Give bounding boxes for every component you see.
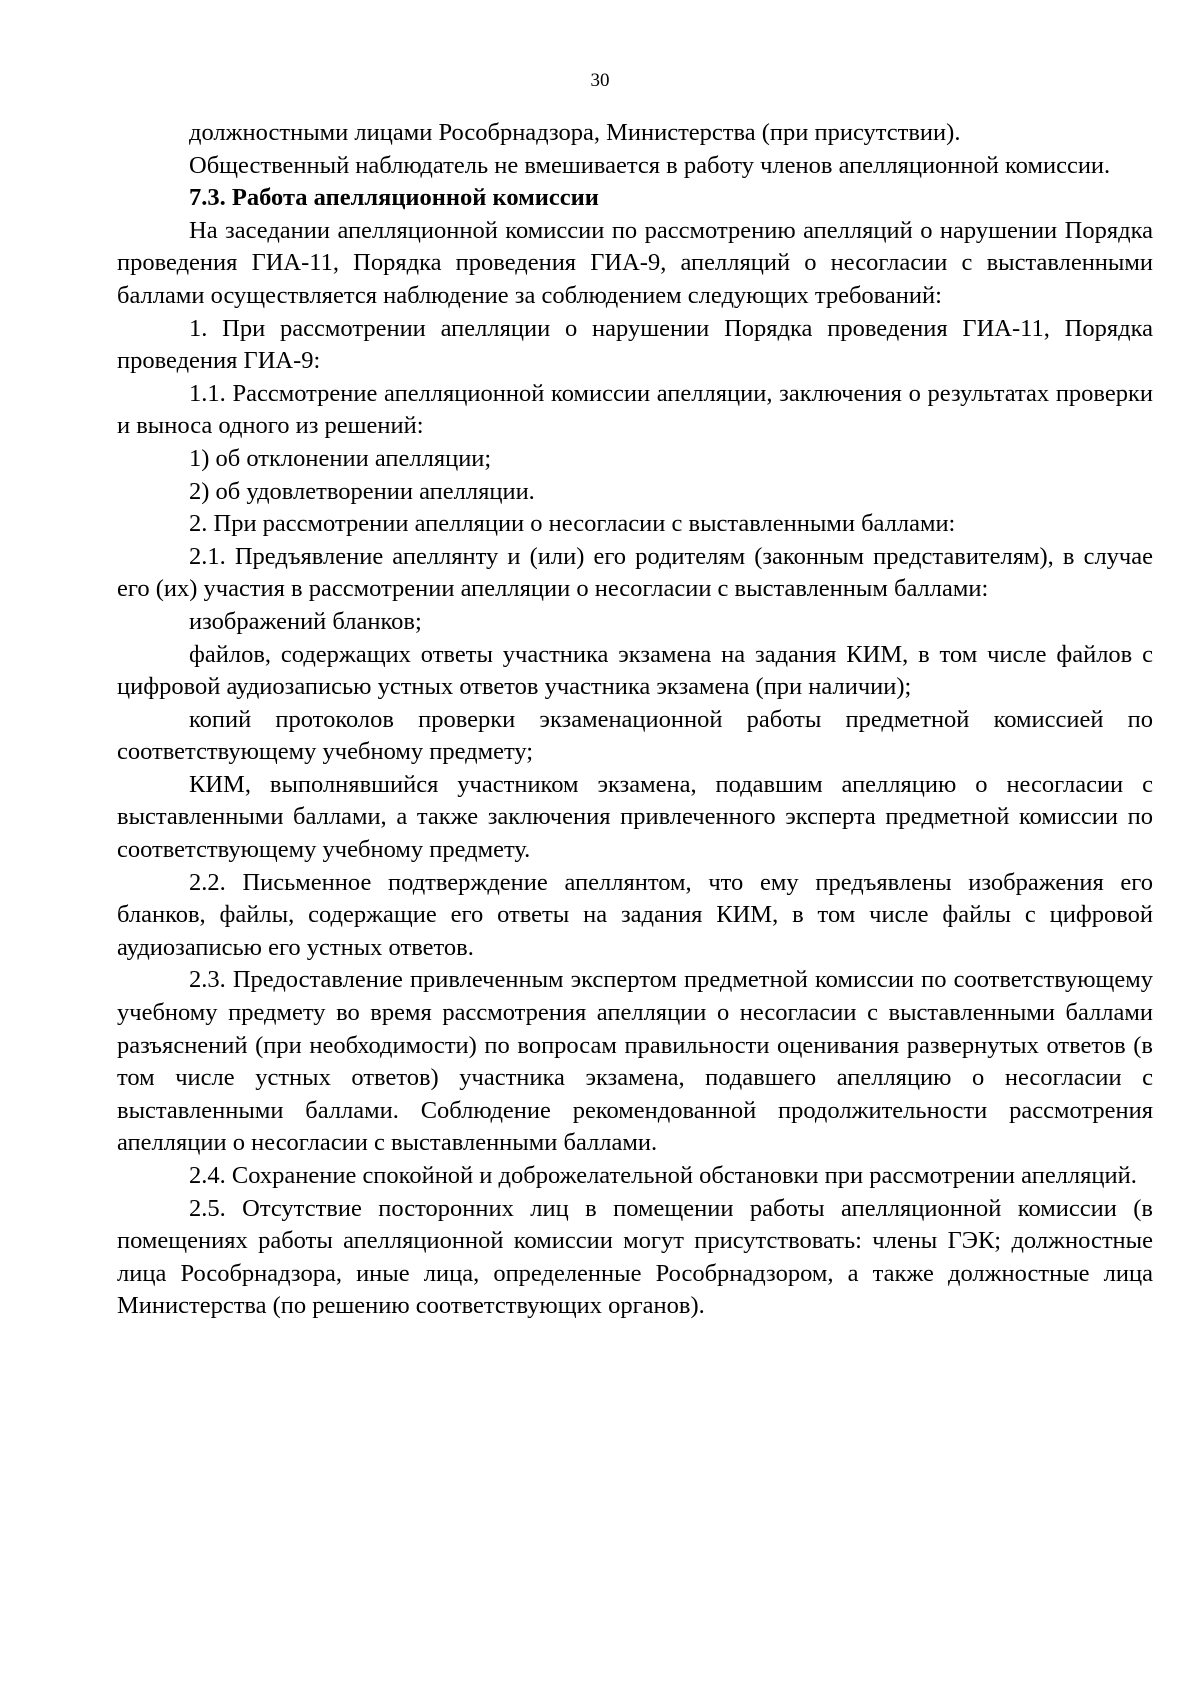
paragraph-item-2: 2. При рассмотрении апелляции о несогласии с выставленными баллами: [189,510,956,538]
paragraph-item-1-1: 1.1. Рассмотрение апелляционной комиссии апелляции, заключения о результатах проверки и выноса одного из решений: [117,379,1153,440]
paragraph-item-2-5: 2.5. Отсутствие посторонних лиц в помещении работы апелляционной комиссии (в помещениях работы апелляционной комиссии могут присутствовать: члены ГЭК; должностные лица Рособрнадзора, иные лица, определенные Рособрнадзором, а также должностные лица Министерства (по решению соответствующих органов). [117,1194,1153,1320]
paragraph-answer-files: файлов, содержащих ответы участника экзамена на задания КИМ, в том числе файлов с цифровой аудиозаписью устных ответов участника экзамена (при наличии); [117,640,1153,701]
paragraph-kim: КИМ, выполнявшийся участником экзамена, подавшим апелляцию о несогласии с выставленными баллами, а также заключения привлеченного эксперта предметной комиссии по соответствующему учебному предмету. [117,770,1153,864]
paragraph-intro: На заседании апелляционной комиссии по рассмотрению апелляций о нарушении Порядка проведения ГИА-11, Порядка проведения ГИА-9, апелляций о несогласии с выставленными баллами осуществляется наблюдение за соблюдением следующих требований: [117,216,1153,309]
section-heading: 7.3. Работа апелляционной комиссии [189,184,599,212]
paragraph-item-2-3: 2.3. Предоставление привлеченным экспертом предметной комиссии по соответствующему учебному предмету во время рассмотрения апелляции о несогласии с выставленными баллами разъяснений (при необходимости) по вопросам правильности оценивания развернутых ответов (в том числе устных ответов) участника экзамена, подавшего апелляцию о несогласии с выставленными баллами. Соблюдение рекомендованной продолжительности рассмотрения апелляции о несогласии с выставленными баллами. [117,966,1153,1157]
paragraph-protocol-copies: копий протоколов проверки экзаменационной работы предметной комиссией по соответствующему учебному предмету; [117,705,1153,766]
paragraph-continuation: должностными лицами Рособрнадзора, Министерства (при присутствии). [189,119,961,146]
paragraph-blank-images: изображений бланков; [189,607,422,635]
paragraph-decision-2: 2) об удовлетворении апелляции. [189,477,535,505]
page-number: 30 [590,70,610,91]
paragraph-decision-1: 1) об отклонении апелляции; [189,444,492,472]
paragraph-observer: Общественный наблюдатель не вмешивается в работу членов апелляционной комиссии. [189,151,1111,179]
paragraph-item-2-2: 2.2. Письменное подтверждение апеллянтом, что ему предъявлены изображения его бланков, файлы, содержащие его ответы на задания КИМ, в том числе файлы с цифровой аудиозаписью его устных ответов. [117,868,1153,961]
paragraph-item-1: 1. При рассмотрении апелляции о нарушении Порядка проведения ГИА-11, Порядка проведения ГИА-9: [117,314,1153,375]
paragraph-item-2-4: 2.4. Сохранение спокойной и доброжелательной обстановки при рассмотрении апелляций. [189,1162,1137,1189]
paragraph-item-2-1: 2.1. Предъявление апеллянту и (или) его родителям (законным представителям), в случае его (их) участия в рассмотрении апелляции о несогласии с выставленным баллами: [117,542,1153,603]
document-body [117,117,1153,1323]
